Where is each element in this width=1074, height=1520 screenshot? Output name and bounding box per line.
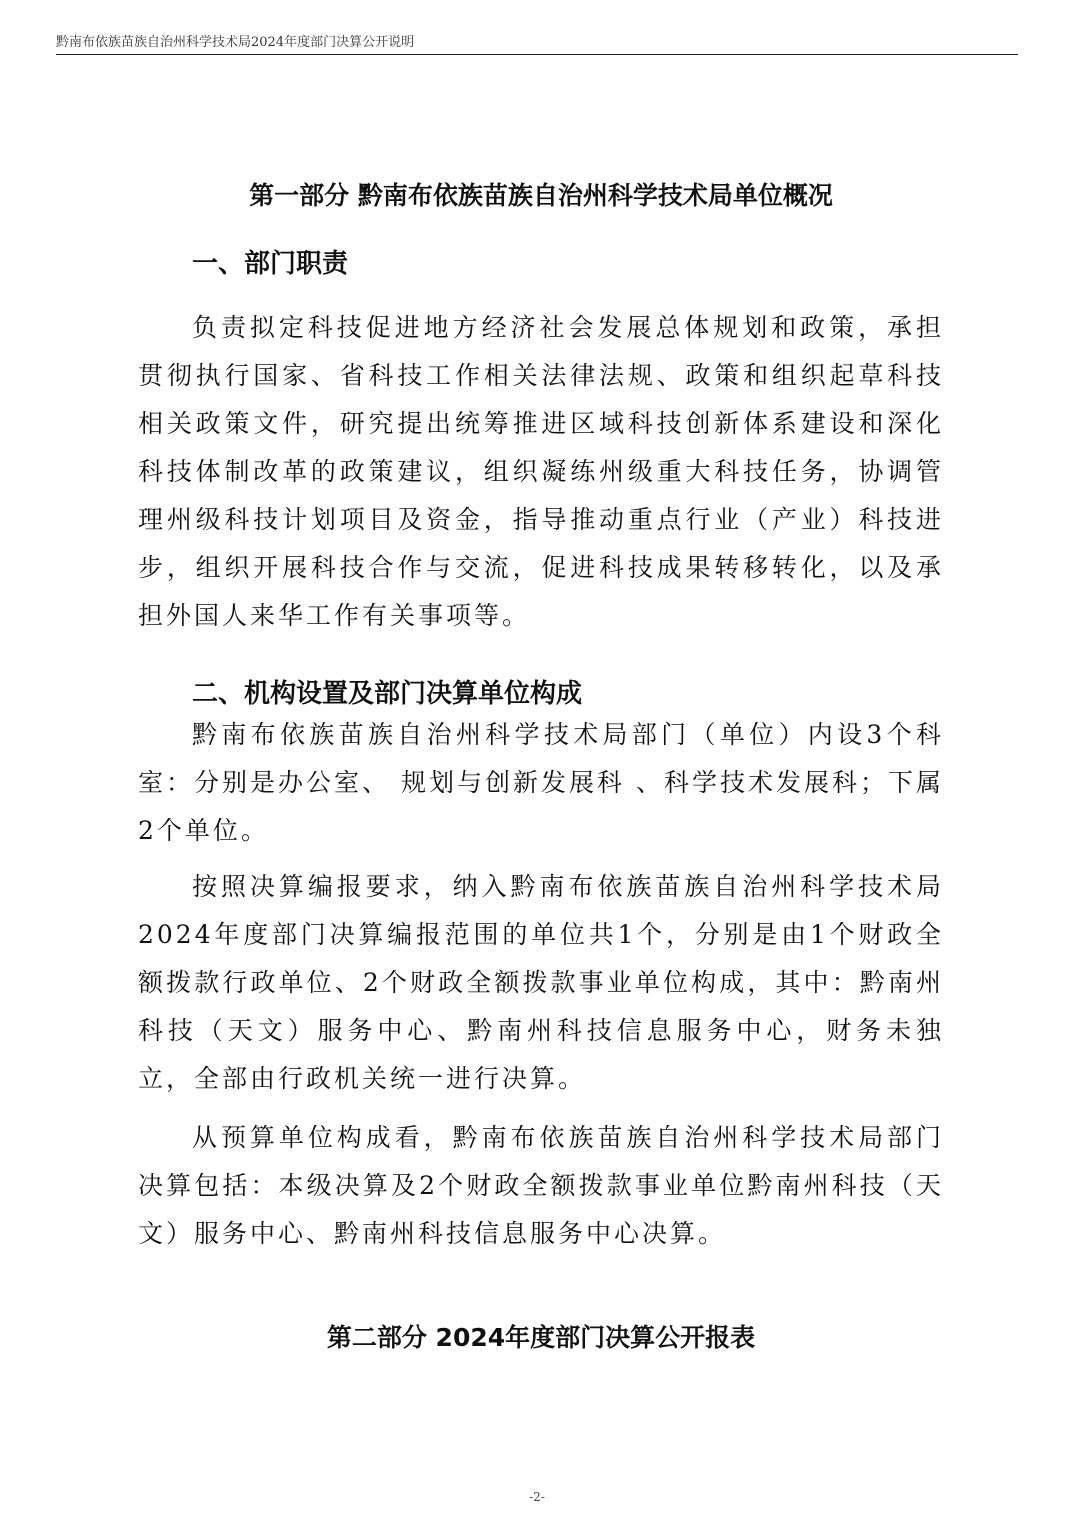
- part-one-title: 第一部分 黔南布依族苗族自治州科学技术局单位概况: [249, 181, 833, 210]
- part-two-title: 第二部分 2024年度部门决算公开报表: [326, 1323, 756, 1352]
- section-one-heading: 一、部门职责: [192, 249, 349, 279]
- section-two-paragraph-2: 按照决算编报要求，纳入黔南布依族苗族自治州科学技术局2024年度部门决算编报范围的单位共1个，分别是由1个财政全额拨款行政单位、2个财政全额拨款事业单位构成，其中：黔南州科技（天文）服务中心、黔南州科技信息服务中心，财务未独立，全部由行政机关统一进行决算。: [138, 872, 944, 1093]
- section-two-paragraph-1: 黔南布依族苗族自治州科学技术局部门（单位）内设3个科室：分别是办公室、 规划与创新发展科 、科学技术发展科；下属2个单位。: [138, 720, 944, 845]
- section-two-heading: 二、机构设置及部门决算单位构成: [192, 679, 583, 709]
- header-rule: [56, 54, 1018, 55]
- page-number: -2-: [529, 1490, 545, 1504]
- running-header: 黔南布依族苗族自治州科学技术局2024年度部门决算公开说明: [56, 35, 415, 50]
- section-two-paragraph-3: 从预算单位构成看，黔南布依族苗族自治州科学技术局部门决算包括：本级决算及2个财政全额拨款事业单位黔南州科技（天文）服务中心、黔南州科技信息服务中心决算。: [138, 1123, 944, 1248]
- section-one-paragraph: 负责拟定科技促进地方经济社会发展总体规划和政策，承担贯彻执行国家、省科技工作相关法律法规、政策和组织起草科技相关政策文件，研究提出统筹推进区域科技创新体系建设和深化科技体制改革的政策建议，组织凝练州级重大科技任务，协调管理州级科技计划项目及资金，指导推动重点行业（产业）科技进步，组织开展科技合作与交流，促进科技成果转移转化，以及承担外国人来华工作有关事项等。: [138, 313, 944, 630]
